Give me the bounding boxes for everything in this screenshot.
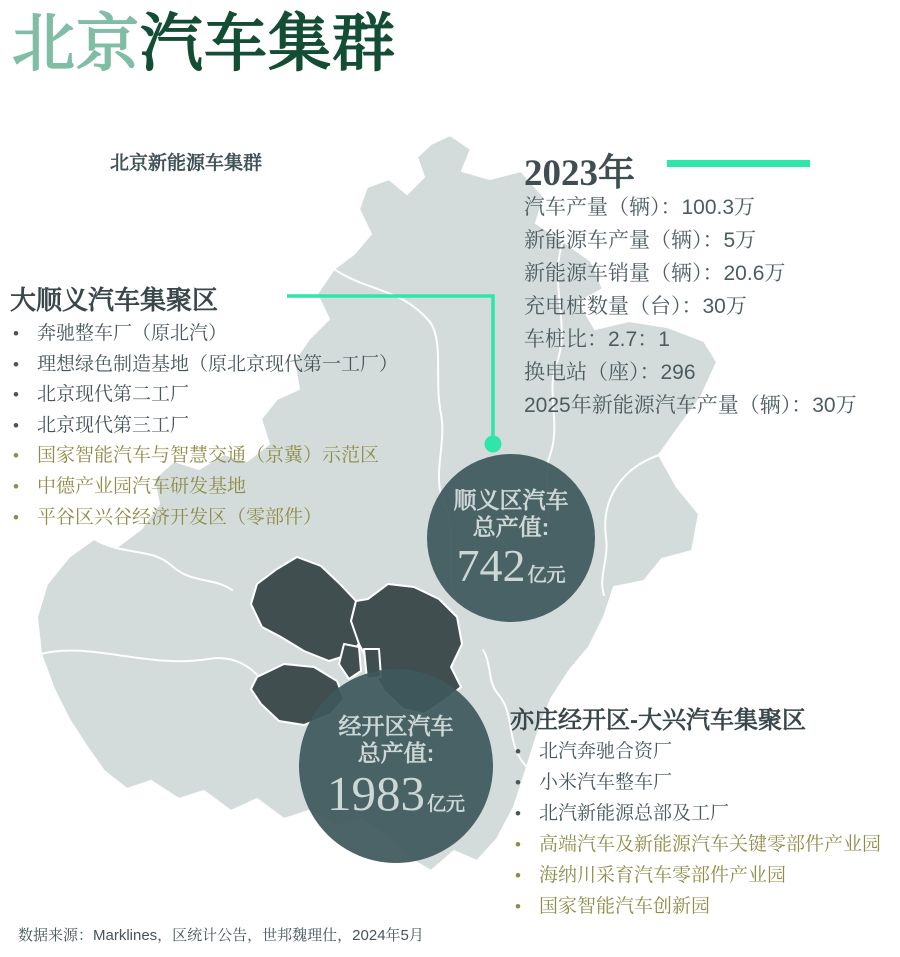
callout-jingkai-unit: 亿元 — [426, 794, 465, 816]
stat-line: 新能源车销量（辆）：20.6万 — [524, 262, 786, 285]
left-cluster-list — [10, 319, 398, 533]
stat-line: 车桩比：2.7：1 — [524, 328, 670, 351]
cluster-item: • 小米汽车整车厂 — [512, 767, 881, 798]
cluster-item: • 平谷区兴谷经济开发区（零部件） — [10, 503, 398, 534]
page-title-prefix: 北京 — [12, 9, 140, 79]
left-cluster-heading: 大顺义汽车集聚区 — [10, 285, 219, 315]
callout-shunyi-value: 742 — [456, 539, 526, 591]
connector-dot — [485, 436, 502, 453]
subtitle: 北京新能源车集群 — [110, 153, 263, 174]
callout-shunyi-line2: 总产值: — [472, 513, 550, 540]
stat-line: 新能源车产量（辆）：5万 — [524, 229, 757, 252]
page-title-rest: 汽车集群 — [140, 9, 396, 79]
callout-jingkai-line1: 经开区汽车 — [338, 713, 454, 740]
cluster-item: • 中德产业园汽车研发基地 — [10, 472, 398, 503]
callout-shunyi-unit: 亿元 — [527, 564, 566, 586]
stat-line: 2025年新能源汽车产量（辆）：30万 — [524, 394, 857, 417]
cluster-item: • 北京现代第二工厂 — [10, 380, 398, 411]
stats-year-heading: 2023年 — [524, 153, 635, 194]
right-cluster-list — [512, 736, 881, 922]
cluster-item: • 北汽新能源总部及工厂 — [512, 798, 881, 829]
cluster-item: • 海纳川采育汽车零部件产业园 — [512, 860, 881, 891]
callout-jingkai-value: 1983 — [326, 766, 425, 822]
cluster-item: • 国家智能汽车创新园 — [512, 891, 881, 922]
stat-line: 汽车产量（辆）：100.3万 — [524, 196, 756, 219]
page-title — [12, 8, 396, 80]
cluster-item: • 北汽奔驰合资厂 — [512, 736, 881, 767]
callout-shunyi-line1: 顺义区汽车 — [453, 486, 569, 513]
cluster-item: • 高端汽车及新能源汽车关键零部件产业园 — [512, 829, 881, 860]
stats-list — [524, 191, 900, 422]
stat-line: 换电站（座）：296 — [524, 361, 696, 384]
cluster-item: • 国家智能汽车与智慧交通（京冀）示范区 — [10, 441, 398, 472]
stat-line: 充电桩数量（台）：30万 — [524, 295, 747, 318]
cluster-item: • 北京现代第三工厂 — [10, 411, 398, 442]
right-cluster-heading: 亦庄经开区-大兴汽车集聚区 — [510, 707, 806, 734]
data-source-note: 数据来源：Marklines，区统计公告，世邦魏理仕，2024年5月 — [18, 927, 424, 944]
cluster-item: • 奔驰整车厂（原北汽） — [10, 319, 398, 350]
callout-jingkai-line2: 总产值: — [357, 740, 435, 767]
callout-shunyi — [427, 454, 595, 622]
cluster-item: • 理想绿色制造基地（原北京现代第一工厂） — [10, 350, 398, 381]
year-underline-bar — [667, 160, 810, 167]
callout-jingkai — [299, 669, 493, 863]
